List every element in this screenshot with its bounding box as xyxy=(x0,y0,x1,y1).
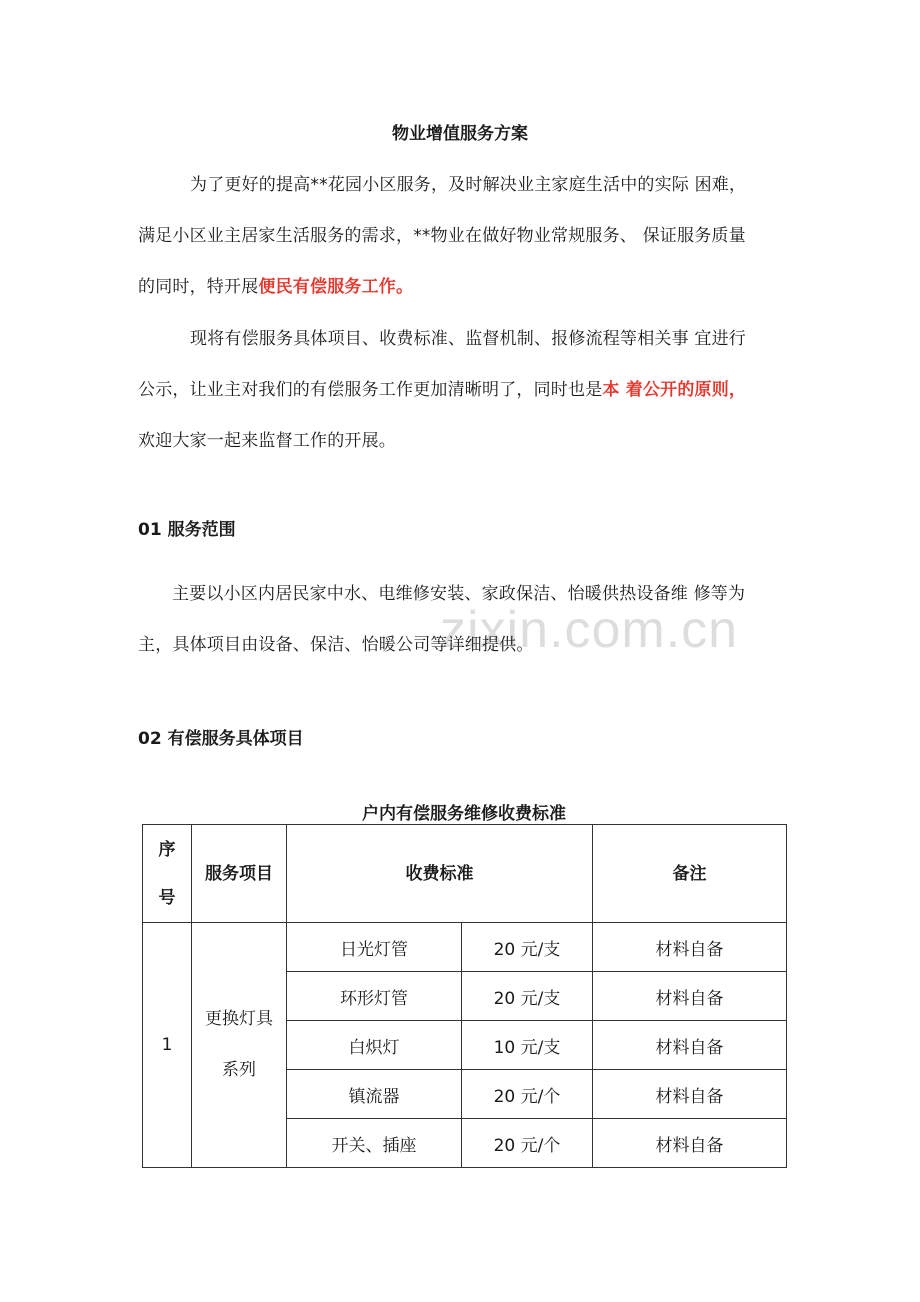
category-line-2: 系列 xyxy=(222,1060,256,1080)
item-remark: 材料自备 xyxy=(593,1119,787,1168)
intro-line-1: 为了更好的提高**花园小区服务，及时解决业主家庭生活中的实际 困难， xyxy=(190,175,747,195)
notice-line-2 xyxy=(138,365,790,416)
item-name: 开关、插座 xyxy=(287,1119,462,1168)
scope-line-1: 主要以小区内居民家中水、电维修安装、家政保洁、怡暖供热设备维 修等为 xyxy=(172,584,746,604)
group-seq: 1 xyxy=(143,923,192,1168)
highlight-text: 本 着公开的原则， xyxy=(602,380,747,400)
item-price: 10 元/支 xyxy=(462,1021,593,1070)
table-title: 户内有偿服务维修收费标准 xyxy=(362,804,566,824)
notice-line-2-text: 公示，让业主对我们的有偿服务工作更加清晰明了，同时也是 xyxy=(138,380,603,400)
scope-line-2: 主，具体项目由设备、保洁、怡暖公司等详细提供。 xyxy=(138,635,534,655)
item-price: 20 元/支 xyxy=(462,923,593,972)
item-remark: 材料自备 xyxy=(593,923,787,972)
watermark: zixin.com.cn xyxy=(440,601,739,659)
item-price: 20 元/支 xyxy=(462,972,593,1021)
header-seq-top: 序 xyxy=(158,839,176,860)
item-name: 日光灯管 xyxy=(287,923,462,972)
header-seq xyxy=(143,825,192,923)
notice-paragraph xyxy=(138,314,790,467)
header-fee: 收费标准 xyxy=(287,825,593,923)
item-name: 镇流器 xyxy=(287,1070,462,1119)
item-name: 环形灯管 xyxy=(287,972,462,1021)
table-header-row xyxy=(143,825,787,923)
intro-line-3-text: 的同时，特开展 xyxy=(138,277,259,297)
item-price: 20 元/个 xyxy=(462,1119,593,1168)
category-line-1: 更换灯具 xyxy=(205,1009,273,1029)
page-title: 物业增值服务方案 xyxy=(392,124,528,144)
header-item: 服务项目 xyxy=(192,825,287,923)
section-heading-scope: 01 服务范围 xyxy=(138,520,236,540)
intro-line-2: 满足小区业主居家生活服务的需求，**物业在做好物业常规服务、 保证服务质量 xyxy=(138,226,746,246)
header-remark: 备注 xyxy=(593,825,787,923)
highlight-text: 便民有偿服务工作。 xyxy=(258,277,414,297)
header-seq-bottom: 号 xyxy=(158,887,176,908)
item-price: 20 元/个 xyxy=(462,1070,593,1119)
intro-line-3 xyxy=(138,262,790,313)
item-remark: 材料自备 xyxy=(593,972,787,1021)
intro-paragraph xyxy=(138,160,790,313)
notice-line-3: 欢迎大家一起来监督工作的开展。 xyxy=(138,431,396,451)
notice-line-1: 现将有偿服务具体项目、收费标准、监督机制、报修流程等相关事 宜进行 xyxy=(190,329,747,349)
table-row xyxy=(143,923,787,972)
item-remark: 材料自备 xyxy=(593,1021,787,1070)
item-remark: 材料自备 xyxy=(593,1070,787,1119)
group-category xyxy=(192,923,287,1168)
section-heading-items: 02 有偿服务具体项目 xyxy=(138,729,304,749)
fee-table xyxy=(142,824,787,1168)
item-name: 白炽灯 xyxy=(287,1021,462,1070)
